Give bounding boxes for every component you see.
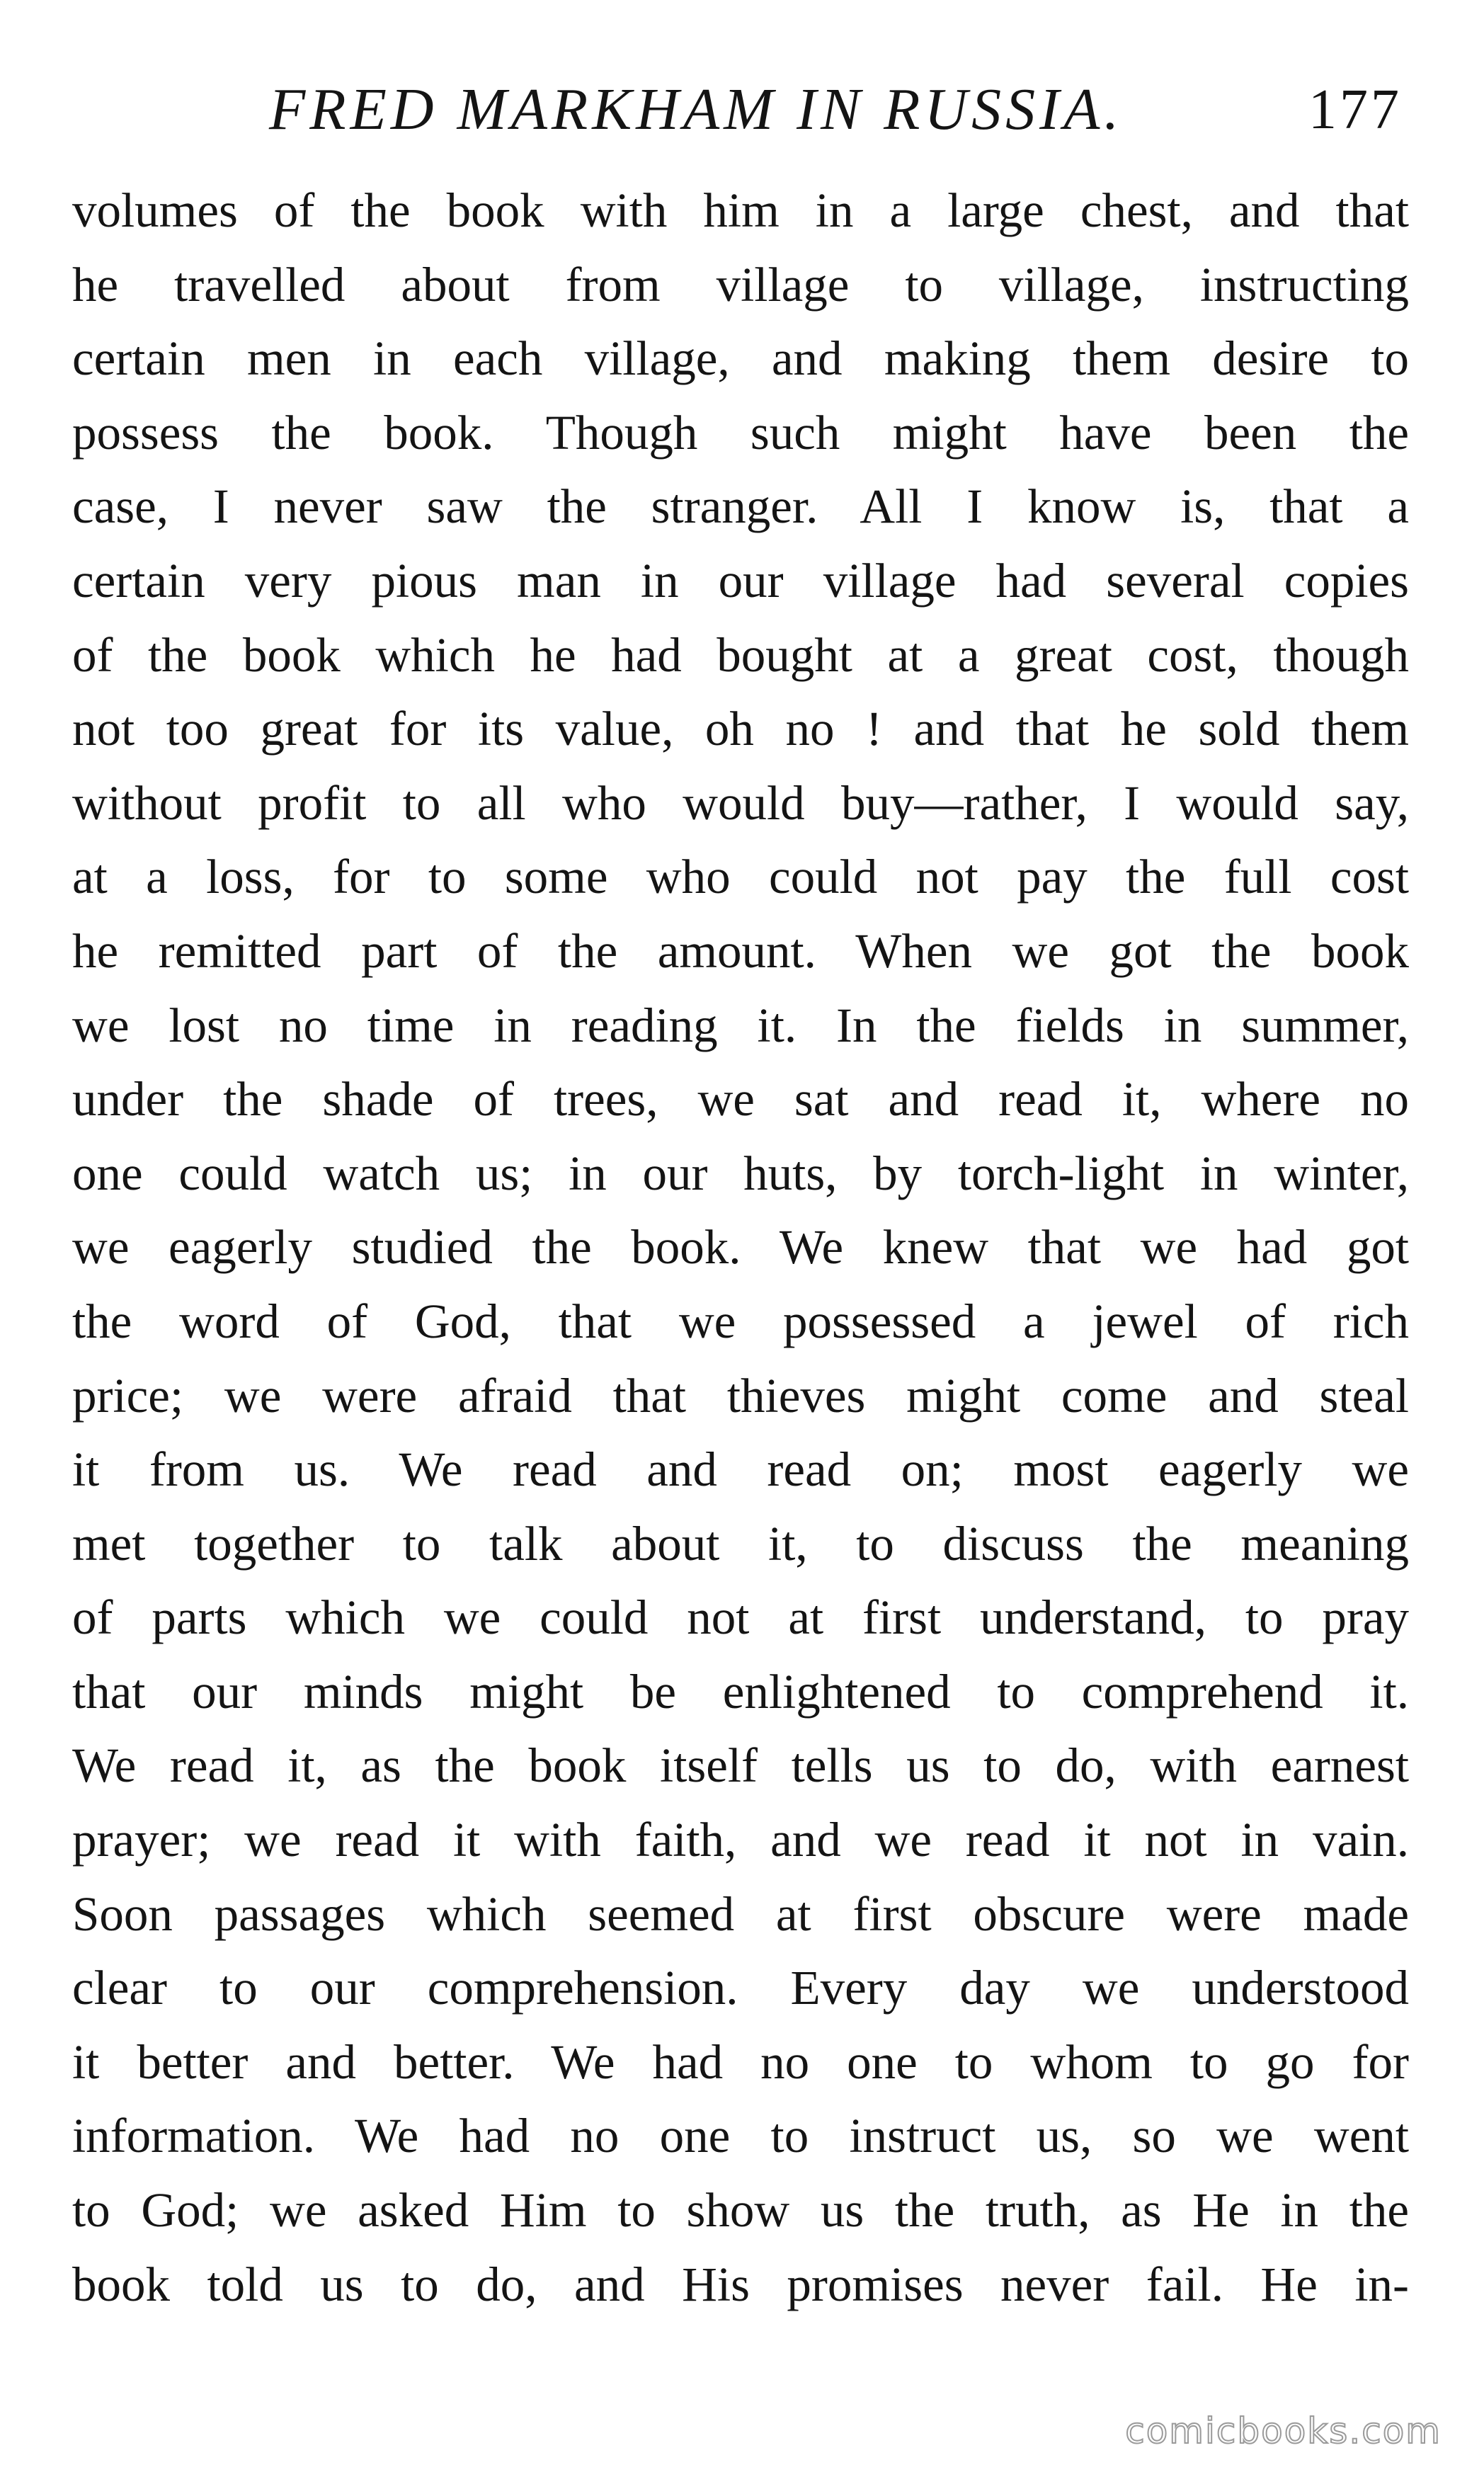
- text-line: we lost no time in reading it. In the fields in summer,: [72, 998, 1409, 1052]
- text-line: one could watch us; in our huts, by torch-light in winter,: [72, 1146, 1409, 1200]
- running-title: FRED MARKHAM IN RUSSIA.: [269, 76, 1124, 142]
- text-line: volumes of the book with him in a large chest, and that: [72, 183, 1409, 237]
- text-line: of parts which we could not at first understand, to pray: [72, 1590, 1409, 1645]
- text-line: We read it, as the book itself tells us to do, with earnest: [72, 1738, 1409, 1793]
- text-line: he travelled about from village to village, instructing: [72, 257, 1409, 312]
- text-line: not too great for its value, oh no ! and that he sold them: [72, 702, 1409, 756]
- text-line: to God; we asked Him to show us the truth, as He in the: [72, 2183, 1409, 2238]
- text-line: we eagerly studied the book. We knew that we had got: [72, 1220, 1409, 1275]
- text-line: the word of God, that we possessed a jewel of rich: [72, 1294, 1409, 1348]
- text-line: possess the book. Though such might have been the: [72, 405, 1409, 460]
- body-text: [72, 173, 1409, 2321]
- text-line: clear to our comprehension. Every day we understood: [72, 1961, 1409, 2015]
- watermark: comicbooks.com: [1125, 2410, 1442, 2452]
- text-line: case, I never saw the stranger. All I know is, that a: [72, 479, 1409, 534]
- text-line: price; we were afraid that thieves might come and steal: [72, 1368, 1409, 1423]
- running-head: [227, 71, 1402, 149]
- text-line: under the shade of trees, we sat and read it, where no: [72, 1072, 1409, 1127]
- text-line: that our minds might be enlightened to comprehend it.: [72, 1664, 1409, 1719]
- text-line: prayer; we read it with faith, and we read it not in vain.: [72, 1813, 1409, 1867]
- text-line: of the book which he had bought at a great cost, though: [72, 627, 1409, 682]
- text-line: it from us. We read and read on; most eagerly we: [72, 1442, 1409, 1497]
- page-number: 177: [1308, 79, 1402, 141]
- text-line: met together to talk about it, to discuss the meaning: [72, 1516, 1409, 1571]
- text-line: he remitted part of the amount. When we got the book: [72, 923, 1409, 978]
- text-line: without profit to all who would buy—rather, I would say,: [72, 775, 1409, 830]
- text-line: Soon passages which seemed at first obscure were made: [72, 1886, 1409, 1941]
- text-line: it better and better. We had no one to whom to go for: [72, 2034, 1409, 2089]
- text-line: book told us to do, and His promises never fail. He in-: [72, 2257, 1409, 2311]
- text-line: at a loss, for to some who could not pay the full cost: [72, 850, 1409, 904]
- text-line: certain men in each village, and making them desire to: [72, 331, 1409, 386]
- text-line: information. We had no one to instruct us, so we went: [72, 2109, 1409, 2163]
- text-line: certain very pious man in our village had several copies: [72, 553, 1409, 608]
